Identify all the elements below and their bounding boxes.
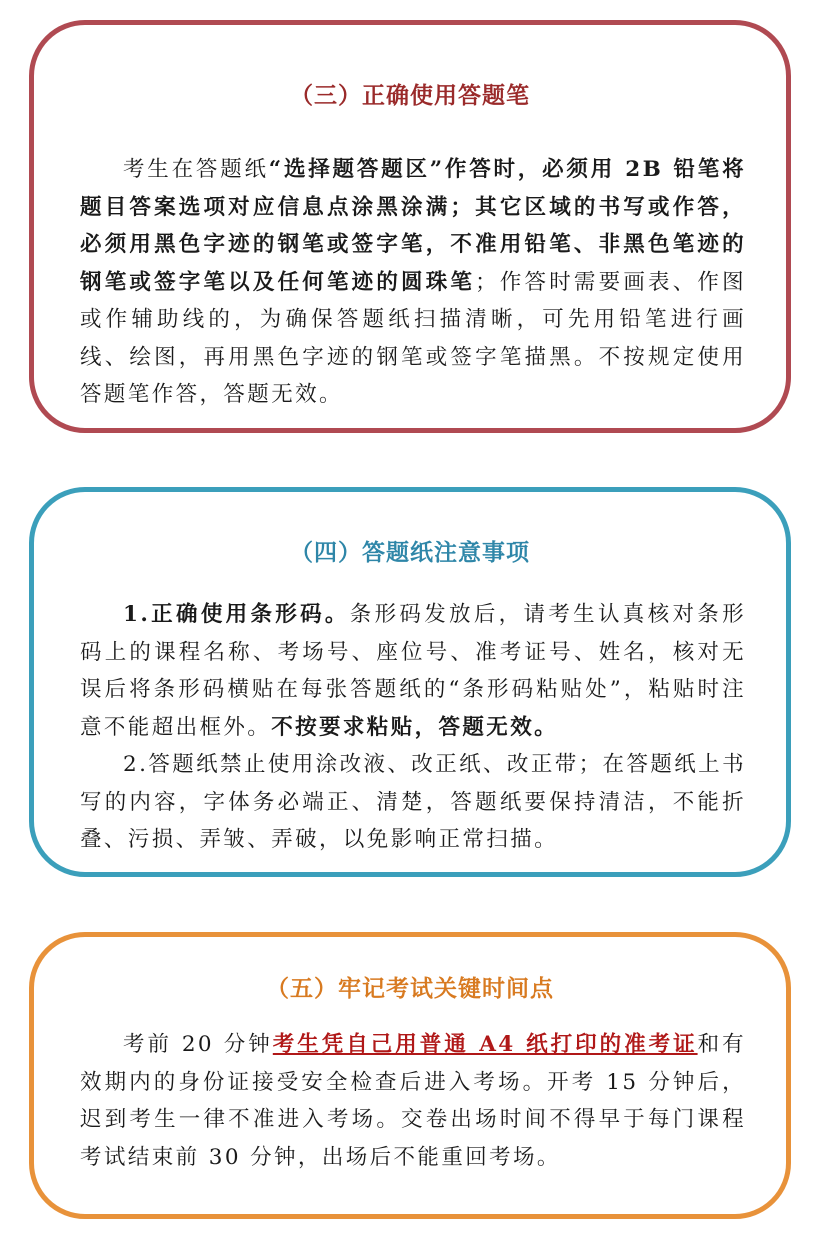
section-3-text-c: ；作答时需要画表、作图或作辅助线的，为确保答题纸扫描清晰，可先用铅笔进行画线、绘图，再用黑色字迹的钢笔或签字笔描黑。不按规定使用答题笔作答，答题无效。 (80, 269, 746, 407)
section-4-paragraph-1 (80, 596, 746, 746)
section-4-title: （四）答题纸注意事项 (290, 540, 530, 566)
section-5-text-c: 和有效期内的身份证接受安全检查后进入考场。开考 15 分钟后，迟到考生一律不准进入考场。交卷出场时间不得早于每门课程考试结束前 30 分钟，出场后不能重回考场。 (80, 1032, 746, 1170)
section-5-paragraph (80, 1026, 746, 1176)
section-4-item1-text: 条形码发放后，请考生认真核对条形码上的课程名称、考场号、座位号、准考证号、姓名，核对无误后将条形码横贴在每张答题纸的“条形码粘贴处”，粘贴时注意不能超出框外。 (80, 602, 746, 740)
section-5-title: （五）牢记考试关键时间点 (266, 976, 554, 1002)
section-3-text-bold: “选择题答题区”作答时，必须用 2B 铅笔将题目答案选项对应信息点涂黑涂满；其它区域的书写或作答，必须用黑色字迹的钢笔或签字笔，不准用铅笔、非黑色笔迹的钢笔或签字笔以及任何笔迹的圆珠笔 (80, 157, 746, 295)
section-3-title: （三）正确使用答题笔 (290, 83, 530, 109)
section-5-emphasis: 考生凭自己用普通 A4 纸打印的准考证 (272, 1032, 698, 1057)
section-4-item1-warning: 不按要求粘贴，答题无效。 (271, 714, 559, 740)
section-5-panel (29, 932, 791, 1219)
section-3-text-a: 考生在答题纸 (123, 157, 269, 182)
section-4-paragraph-2: 2.答题纸禁止使用涂改液、改正纸、改正带；在答题纸上书写的内容，字体务必端正、清楚，答题纸要保持清洁，不能折叠、污损、弄皱、弄破，以免影响正常扫描。 (80, 752, 746, 852)
section-4-item1-heading: 1.正确使用条形码。 (123, 602, 350, 627)
section-5-body (80, 1026, 746, 1176)
section-3-panel (29, 20, 791, 433)
section-3-body (80, 151, 746, 414)
section-3-paragraph (80, 151, 746, 414)
section-4-body (80, 596, 746, 859)
section-4-panel (29, 487, 791, 877)
section-5-text-a: 考前 20 分钟 (123, 1032, 273, 1057)
